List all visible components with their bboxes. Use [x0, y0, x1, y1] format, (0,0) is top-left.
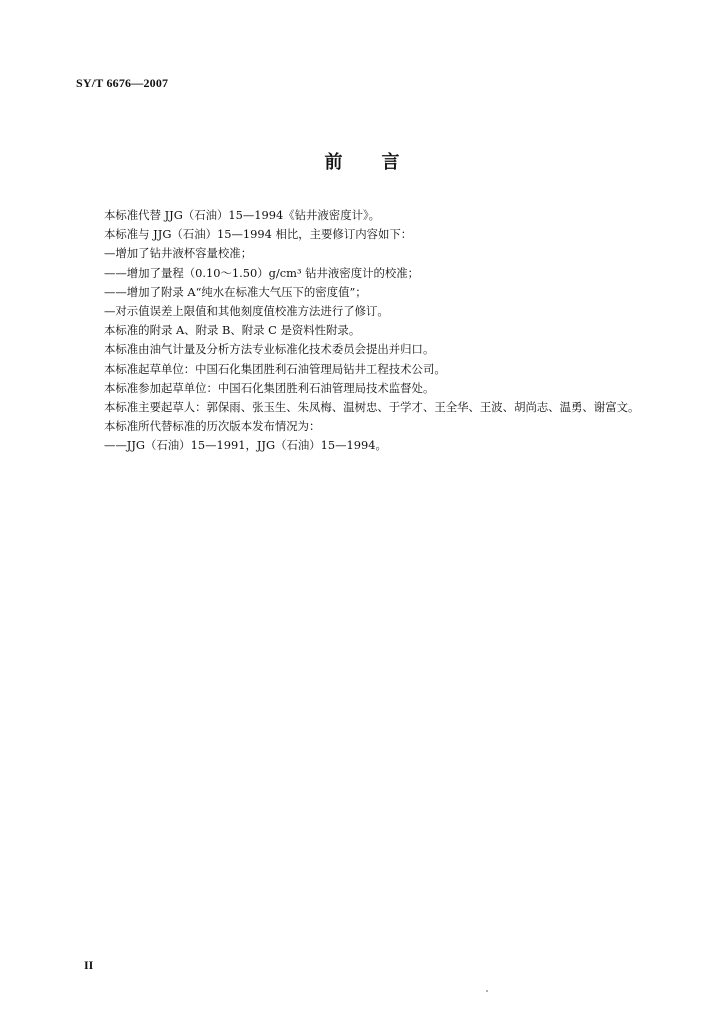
list-item: ——增加了附录 A“纯水在标准大气压下的密度值”； [104, 284, 367, 299]
page-title [0, 148, 725, 174]
title-part-2: 言 [381, 152, 401, 173]
paragraph-history: 本标准所代替标准的历次版本发布情况为： [104, 419, 321, 434]
paragraph-participating-unit: 本标准参加起草单位：中国石化集团胜利石油管理局技术监督处。 [104, 380, 435, 395]
paragraph-replaces: 本标准代替 JJG（石油）15—1994《钻井液密度计》。 [104, 208, 381, 222]
list-item: —增加了钻井液杯容量校准； [104, 246, 253, 261]
paragraph-drafting-unit: 本标准起草单位：中国石化集团胜利石油管理局钻井工程技术公司。 [104, 361, 446, 376]
title-part-1: 前 [324, 152, 344, 173]
paragraph-drafters: 本标准主要起草人：郭保雨、张玉生、朱凤梅、温树忠、于学才、王全华、王波、胡尚志、温勇、谢富文。 [104, 400, 640, 415]
list-item: ——增加了量程（0.10～1.50）g/cm³ 钻井液密度计的校准； [104, 265, 420, 280]
list-item: ——JJG（石油）15—1991，JJG（石油）15—1994。 [104, 438, 387, 453]
paragraph-appendix: 本标准的附录 A、附录 B、附录 C 是资料性附录。 [104, 323, 361, 338]
standard-code: SY/T 6676—2007 [76, 76, 169, 90]
page-number: II [84, 958, 94, 972]
list-item: —对示值误差上限值和其他刻度值校准方法进行了修订。 [104, 304, 389, 319]
paragraph-proposer: 本标准由油气计量及分析方法专业标准化技术委员会提出并归口。 [104, 342, 435, 357]
paragraph-comparison: 本标准与 JJG（石油）15—1994 相比，主要修订内容如下： [104, 227, 413, 242]
foreword-body [86, 206, 646, 456]
scan-speck [486, 990, 488, 992]
